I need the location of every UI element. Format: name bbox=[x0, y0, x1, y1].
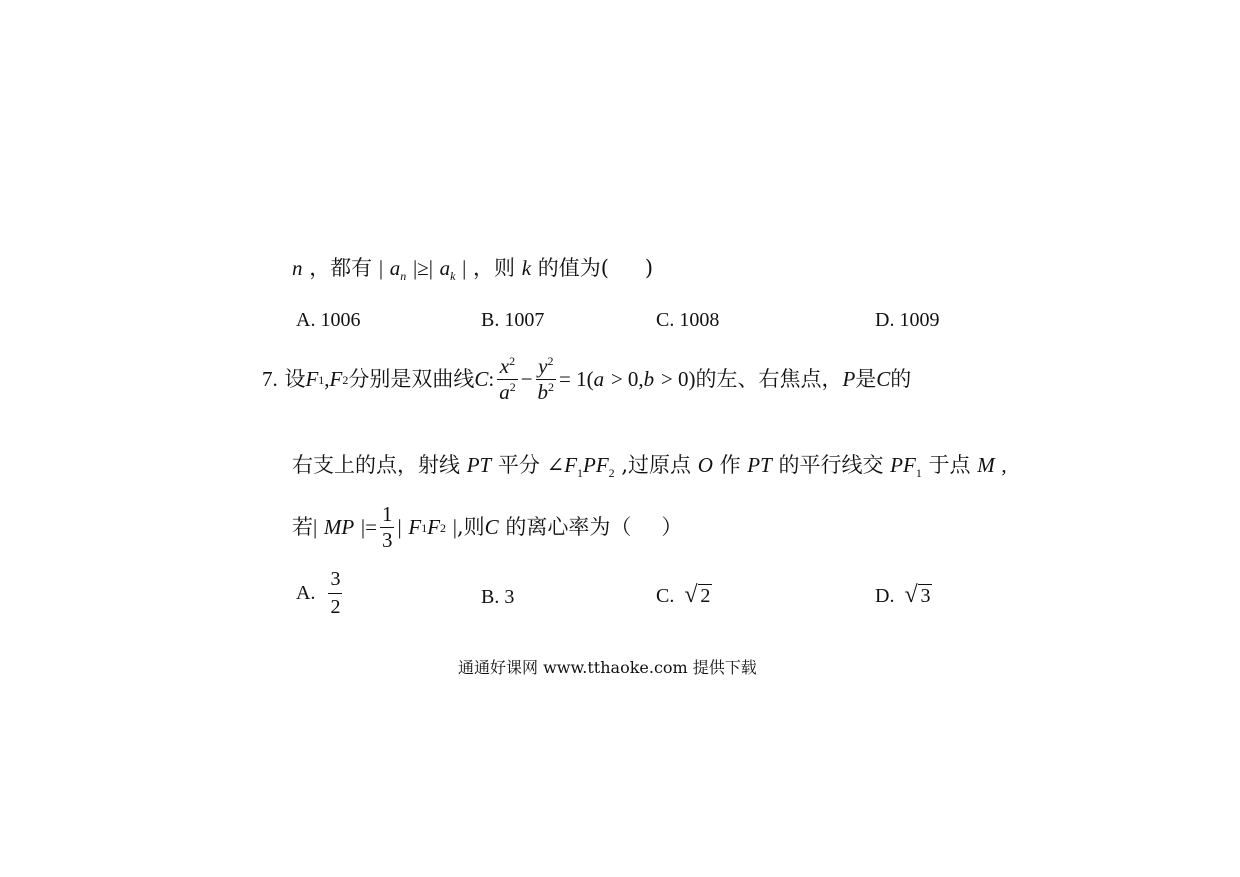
numerator: 3 bbox=[330, 568, 341, 590]
q6-stem-line bbox=[292, 256, 654, 284]
denominator: 3 bbox=[381, 528, 393, 552]
exp-2: 2 bbox=[509, 354, 516, 368]
sub-n: n bbox=[400, 269, 407, 284]
q6-option-c bbox=[656, 309, 719, 332]
var-PT: PT bbox=[466, 453, 492, 477]
radical-icon: √ bbox=[904, 582, 918, 608]
text-is: 是 bbox=[855, 367, 877, 391]
q7-option-a bbox=[296, 568, 345, 619]
denominator: 2 bbox=[328, 593, 342, 619]
minus-sign: − bbox=[520, 367, 533, 391]
option-label: A. bbox=[296, 582, 316, 604]
q7-stem-line-3: 若 | MP |= $\frac{1}{3}$ | F 1 F 2 | ,则 C 的离心率为（ ） bbox=[292, 502, 683, 552]
text-foci: 的左、右焦点， bbox=[695, 367, 843, 391]
sqrt-two bbox=[684, 584, 712, 608]
text-at: 于点 bbox=[928, 453, 971, 477]
angle-symbol: ∠ bbox=[546, 453, 565, 477]
var-k: k bbox=[521, 256, 532, 280]
var-a: a bbox=[389, 256, 401, 280]
abs-equals: |= bbox=[360, 515, 377, 539]
cond-a: a bbox=[593, 367, 605, 391]
var-O: O bbox=[697, 453, 713, 477]
var-PF1: PF bbox=[890, 453, 916, 477]
q7-option-d bbox=[875, 584, 932, 608]
text-then: ,则 bbox=[456, 515, 485, 539]
text-value: 的值为( bbox=[537, 256, 609, 280]
text-parallel: 的平行线交 bbox=[778, 453, 884, 477]
option-label: C. bbox=[656, 585, 675, 607]
text-make: 作 bbox=[719, 453, 741, 477]
var-a: a bbox=[499, 380, 510, 404]
var-n: n bbox=[292, 256, 303, 280]
option-value: 1007 bbox=[504, 309, 545, 331]
question-number: 7. bbox=[262, 367, 278, 391]
text-origin: ,过原点 bbox=[621, 453, 692, 477]
var-a-k: a bbox=[439, 256, 451, 280]
sub-1: 1 bbox=[577, 466, 584, 481]
var-b: b bbox=[537, 380, 549, 404]
option-label: A. bbox=[296, 309, 316, 331]
var-P: P bbox=[842, 367, 856, 391]
radicand: 3 bbox=[920, 585, 931, 607]
text-all: ，都有 bbox=[309, 256, 373, 280]
close-paren: ） bbox=[661, 515, 683, 539]
var-PT-2: PT bbox=[747, 453, 772, 477]
option-value: 3 bbox=[504, 586, 515, 608]
option-label: B. bbox=[481, 309, 500, 331]
text-right-branch: 右支上的点，射线 bbox=[292, 453, 460, 477]
var-M: M bbox=[977, 453, 995, 477]
abs-open: | bbox=[313, 515, 318, 539]
q7-stem-line-2 bbox=[292, 453, 1007, 481]
cond-b: b bbox=[643, 367, 655, 391]
var-MP: MP bbox=[323, 515, 355, 539]
text-set: 设 bbox=[284, 367, 306, 391]
abs-close: | bbox=[452, 515, 457, 539]
abs-open-2: | bbox=[397, 515, 402, 539]
fraction-y2-b2 bbox=[536, 356, 557, 403]
var-C: C bbox=[484, 515, 499, 539]
text-then: ，则 bbox=[473, 256, 516, 280]
footer-credit: 通通好课网 www.tthaoke.com 提供下载 bbox=[458, 658, 757, 677]
var-F2: F bbox=[427, 515, 441, 539]
numerator: 1 bbox=[381, 502, 393, 526]
gt-zero-close: > 0) bbox=[660, 367, 696, 391]
colon: : bbox=[488, 367, 495, 391]
option-value: 1008 bbox=[679, 309, 720, 331]
var-F2: F bbox=[329, 367, 343, 391]
abs-close: | bbox=[462, 256, 467, 280]
q6-option-a bbox=[296, 309, 360, 332]
sub-1: 1 bbox=[915, 466, 922, 481]
option-label: C. bbox=[656, 309, 675, 331]
text-of: 的 bbox=[890, 367, 912, 391]
var-x: x bbox=[499, 354, 510, 378]
sub-k: k bbox=[450, 269, 456, 284]
radicand: 2 bbox=[700, 585, 711, 607]
exp-2: 2 bbox=[547, 354, 554, 368]
option-label: D. bbox=[875, 585, 895, 607]
var-F1: F bbox=[564, 453, 578, 477]
equals-one: = 1( bbox=[559, 367, 594, 391]
comma: , bbox=[324, 367, 330, 391]
option-label: D. bbox=[875, 309, 895, 331]
radical-icon: √ bbox=[684, 582, 698, 608]
sub-2: 2 bbox=[608, 466, 615, 481]
text-bisect: 平分 bbox=[497, 453, 540, 477]
var-PF2: PF bbox=[583, 453, 609, 477]
fraction-x2-a2 bbox=[497, 356, 518, 403]
exp-2: 2 bbox=[509, 380, 516, 394]
gt-zero: > 0, bbox=[610, 367, 644, 391]
end-comma: , bbox=[1001, 453, 1007, 477]
sqrt-three bbox=[904, 584, 932, 608]
q6-option-b bbox=[481, 309, 544, 332]
option-value: 1009 bbox=[899, 309, 940, 331]
text-are: 分别是双曲线 bbox=[348, 367, 475, 391]
exp-2: 2 bbox=[548, 380, 555, 394]
q7-stem-line-1: 7. 设 F 1 , F 2 分别是双曲线 C : $\frac{x^2}{a^2}$ − $\frac{y^2}{b^2}$ = 1( a > 0, b > 0) 的左、右焦点， P 是 C 的 bbox=[262, 354, 912, 404]
var-F1: F bbox=[305, 367, 319, 391]
text-eccentricity: 的离心率为（ bbox=[505, 515, 632, 539]
geq-symbol: |≥| bbox=[412, 256, 433, 280]
option-value: 1006 bbox=[320, 309, 361, 331]
q7-option-c bbox=[656, 584, 712, 608]
fraction-one-third bbox=[380, 504, 395, 551]
var-y: y bbox=[538, 354, 548, 378]
var-F1: F bbox=[408, 515, 422, 539]
text-if: 若 bbox=[292, 515, 313, 539]
var-C: C bbox=[474, 367, 489, 391]
var-C-2: C bbox=[876, 367, 891, 391]
q7-option-b bbox=[481, 586, 514, 609]
fraction-three-halves bbox=[328, 568, 342, 619]
q6-option-d bbox=[875, 309, 939, 332]
abs-open: | bbox=[378, 256, 384, 280]
option-label: B. bbox=[481, 586, 500, 608]
paren-close: ) bbox=[644, 256, 654, 280]
